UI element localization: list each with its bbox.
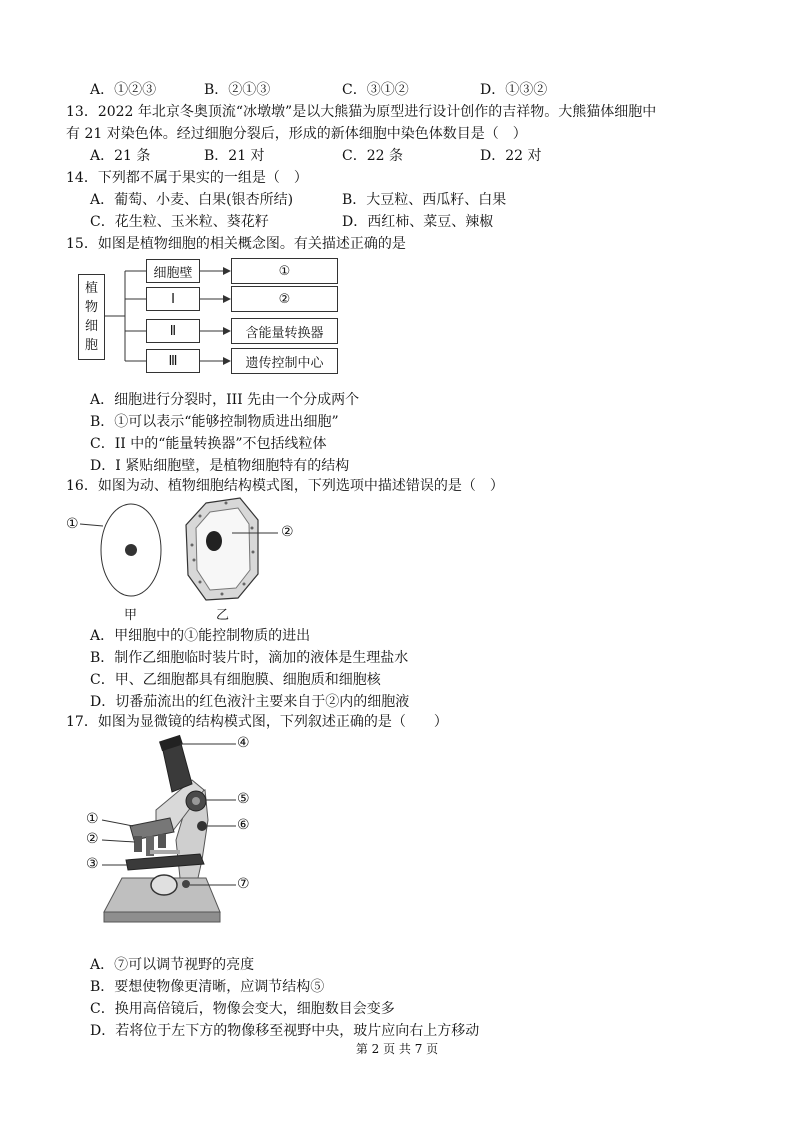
cell-wall-box: 细胞壁 bbox=[146, 259, 200, 283]
q16-stem: 16．如图为动、植物细胞结构模式图，下列选项中描述错误的是（ ） bbox=[66, 478, 504, 494]
q17-option-c: C．换用高倍镜后，物像会变大，细胞数目会变多 bbox=[90, 1001, 395, 1017]
coarse-focus-knob bbox=[186, 791, 206, 811]
objective-lens-3 bbox=[158, 834, 166, 848]
q13-stem-line1: 13．2022 年北京冬奥顶流“冰墩墩”是以大熊猫为原型进行设计创作的吉祥物。大熊猫体细胞中 bbox=[66, 104, 657, 120]
microscope-label-4: ④ bbox=[237, 735, 250, 751]
q13-option-d: D．22 对 bbox=[480, 148, 542, 164]
microscope-label-2: ② bbox=[86, 831, 99, 847]
q15-option-b: B．①可以表示“能够控制物质进出细胞” bbox=[90, 414, 339, 430]
microscope-label-5: ⑤ bbox=[237, 791, 250, 807]
animal-cell-membrane bbox=[101, 504, 161, 596]
q13-option-b: B．21 对 bbox=[204, 148, 265, 164]
q17-option-b: B．要想使物像更清晰，应调节结构⑤ bbox=[90, 979, 325, 995]
structure-II-box: Ⅱ bbox=[146, 319, 200, 343]
q12-option-b: B．②①③ bbox=[204, 82, 271, 98]
label-1: ① bbox=[66, 516, 79, 532]
label-jia: 甲 bbox=[124, 608, 138, 623]
objective-lens-2 bbox=[146, 836, 154, 856]
plant-cell-root-box bbox=[78, 274, 105, 360]
function-1-box: ① bbox=[231, 258, 338, 284]
q12-option-d: D．①③② bbox=[480, 82, 548, 98]
q14-stem: 14．下列都不属于果实的一组是（ ） bbox=[66, 170, 308, 186]
label-yi: 乙 bbox=[216, 608, 230, 623]
q12-option-a: A．①②③ bbox=[90, 82, 157, 98]
root-char-1: 植 bbox=[84, 281, 98, 296]
q13-stem-line2: 有 21 对染色体。经过细胞分裂后，形成的新体细胞中染色体数目是（ ） bbox=[66, 126, 527, 142]
q14-option-d: D．西红柿、菜豆、辣椒 bbox=[342, 214, 494, 230]
q16-option-c: C．甲、乙细胞都具有细胞膜、细胞质和细胞核 bbox=[90, 672, 381, 688]
q15-option-a: A．细胞进行分裂时，III 先由一个分成两个 bbox=[90, 392, 360, 408]
function-2-box: ② bbox=[231, 286, 338, 312]
animal-cell-nucleus bbox=[125, 544, 137, 556]
plant-cell-wall bbox=[186, 498, 258, 600]
label-2: ② bbox=[281, 524, 294, 540]
q14-option-a: A．葡萄、小麦、白果(银杏所结) bbox=[90, 192, 294, 208]
microscope-label-7: ⑦ bbox=[237, 876, 250, 892]
root-char-2: 物 bbox=[84, 300, 98, 315]
energy-converter-box: 含能量转换器 bbox=[231, 318, 338, 344]
root-char-3: 细 bbox=[84, 319, 98, 334]
q13-option-a: A．21 条 bbox=[90, 148, 151, 164]
plant-cell-vacuole bbox=[196, 508, 250, 590]
q12-option-c: C．③①② bbox=[342, 82, 409, 98]
q13-option-c: C．22 条 bbox=[342, 148, 403, 164]
genetic-control-center-box: 遗传控制中心 bbox=[231, 348, 338, 374]
microscope-label-1: ① bbox=[86, 811, 99, 827]
nosepiece bbox=[130, 818, 174, 840]
page-footer: 第 2 页 共 7 页 bbox=[355, 1042, 439, 1056]
microscope-label-6: ⑥ bbox=[237, 817, 250, 833]
q14-option-c: C．花生粒、玉米粒、葵花籽 bbox=[90, 214, 269, 230]
q17-option-d: D．若将位于左下方的物像移至视野中央，玻片应向右上方移动 bbox=[90, 1023, 480, 1039]
fine-focus-knob bbox=[197, 821, 207, 831]
q15-option-d: D．I 紧贴细胞壁，是植物细胞特有的结构 bbox=[90, 458, 350, 474]
microscope-base bbox=[104, 878, 220, 912]
q16-option-b: B．制作乙细胞临时装片时，滴加的液体是生理盐水 bbox=[90, 650, 409, 666]
q15-stem: 15．如图是植物细胞的相关概念图。有关描述正确的是 bbox=[66, 236, 406, 252]
microscope-stage bbox=[126, 854, 204, 870]
q16-option-d: D．切番茄流出的红色液汁主要来自于②内的细胞液 bbox=[90, 694, 410, 710]
q16-option-a: A．甲细胞中的①能控制物质的进出 bbox=[90, 628, 311, 644]
eyepiece-tube bbox=[162, 740, 192, 792]
microscope-arm bbox=[176, 790, 208, 878]
structure-I-box: Ⅰ bbox=[146, 287, 200, 311]
structure-III-box: Ⅲ bbox=[146, 349, 200, 373]
root-char-4: 胞 bbox=[84, 338, 98, 353]
objective-lens-1 bbox=[134, 836, 142, 852]
q15-option-c: C．II 中的“能量转换器”不包括线粒体 bbox=[90, 436, 327, 452]
q14-option-b: B．大豆粒、西瓜籽、白果 bbox=[342, 192, 507, 208]
q17-stem: 17．如图为显微镜的结构模式图，下列叙述正确的是（ ） bbox=[66, 714, 448, 730]
mirror bbox=[151, 875, 177, 895]
microscope-label-3: ③ bbox=[86, 856, 99, 872]
q17-option-a: A．⑦可以调节视野的亮度 bbox=[90, 957, 255, 973]
plant-cell-nucleus bbox=[206, 531, 222, 551]
